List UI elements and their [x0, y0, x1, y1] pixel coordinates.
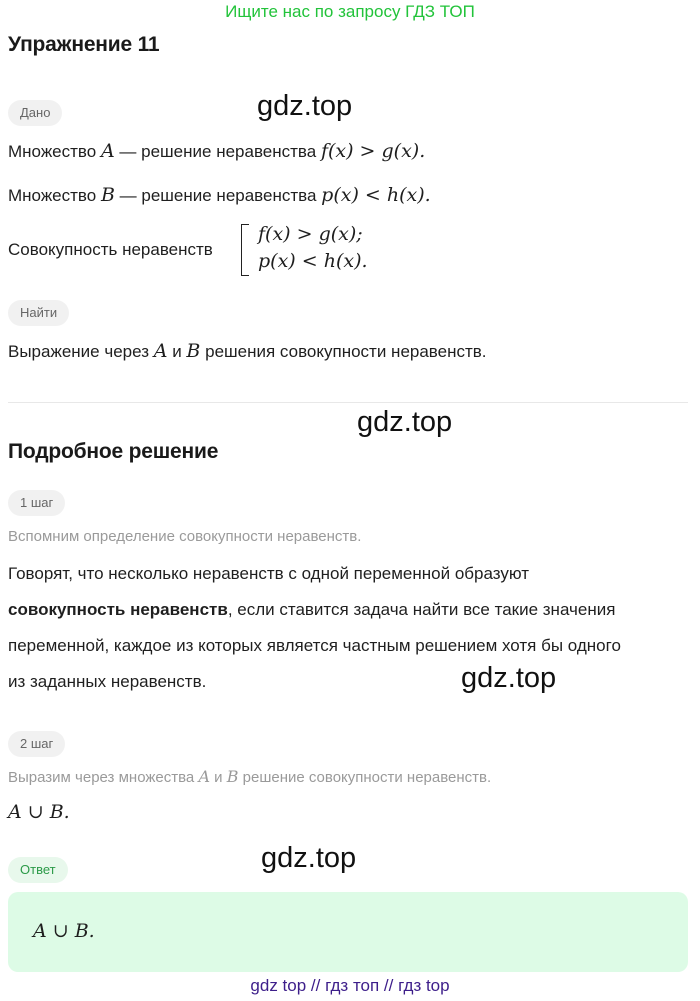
top-banner[interactable]: Ищите нас по запросу ГДЗ ТОП	[225, 2, 475, 21]
text: решение совокупности неравенств.	[238, 769, 492, 786]
answer-formula: A ∪ B.	[33, 920, 95, 942]
step-2-formula: A ∪ B.	[8, 801, 70, 823]
text: Выразим через множества	[8, 769, 199, 786]
system-bracket	[241, 224, 249, 276]
set-b: B	[100, 184, 115, 206]
set-a: A	[198, 767, 210, 786]
text: решения совокупности неравенств.	[200, 342, 487, 361]
step-2-hint	[8, 767, 491, 786]
text: — решение неравенства	[114, 186, 322, 205]
divider	[8, 402, 688, 403]
step-2-badge: 2 шаг	[8, 731, 65, 757]
answer-badge: Ответ	[8, 857, 68, 883]
answer-box	[8, 892, 688, 972]
watermark: gdz.top	[261, 842, 357, 874]
text: Множество	[8, 186, 101, 205]
text: — решение неравенства	[114, 142, 321, 161]
text: , если ставится задача найти все такие значения	[227, 600, 616, 619]
set-a: A	[100, 140, 115, 162]
system-row-1: f(x) > g(x);	[258, 223, 363, 245]
step-1-badge: 1 шаг	[8, 490, 65, 516]
set-b: B	[226, 767, 239, 786]
footer-links[interactable]: gdz top // гдз топ // гдз top	[250, 976, 450, 995]
step-1-line-3: переменной, каждое из которых является частным решением хотя бы одного	[8, 636, 621, 655]
term-bold: совокупность неравенств	[8, 600, 228, 619]
given-line-b	[8, 184, 431, 206]
text: Выражение через	[8, 342, 154, 361]
text: и	[210, 769, 227, 786]
step-1-line-1: Говорят, что несколько неравенств с одной переменной образуют	[8, 564, 529, 583]
watermark: gdz.top	[461, 662, 557, 694]
set-b: B	[186, 340, 201, 362]
solution-title: Подробное решение	[8, 440, 219, 463]
step-1-line-4: из заданных неравенств.	[8, 672, 207, 691]
formula: p(x) < h(x).	[321, 184, 431, 206]
system-label: Совокупность неравенств	[8, 240, 213, 259]
system-row-2: p(x) < h(x).	[258, 250, 368, 272]
watermark: gdz.top	[257, 90, 353, 122]
step-1-hint: Вспомним определение совокупности неравенств.	[8, 528, 362, 545]
formula: f(x) > g(x).	[320, 140, 426, 162]
exercise-title: Упражнение 11	[8, 33, 160, 56]
watermark: gdz.top	[357, 406, 453, 438]
find-text	[8, 340, 487, 362]
text: Множество	[8, 142, 101, 161]
set-a: A	[153, 340, 168, 362]
find-badge: Найти	[8, 300, 69, 326]
step-1-line-2	[8, 600, 615, 620]
given-line-a	[8, 140, 425, 162]
text: и	[167, 342, 187, 361]
given-badge: Дано	[8, 100, 62, 126]
